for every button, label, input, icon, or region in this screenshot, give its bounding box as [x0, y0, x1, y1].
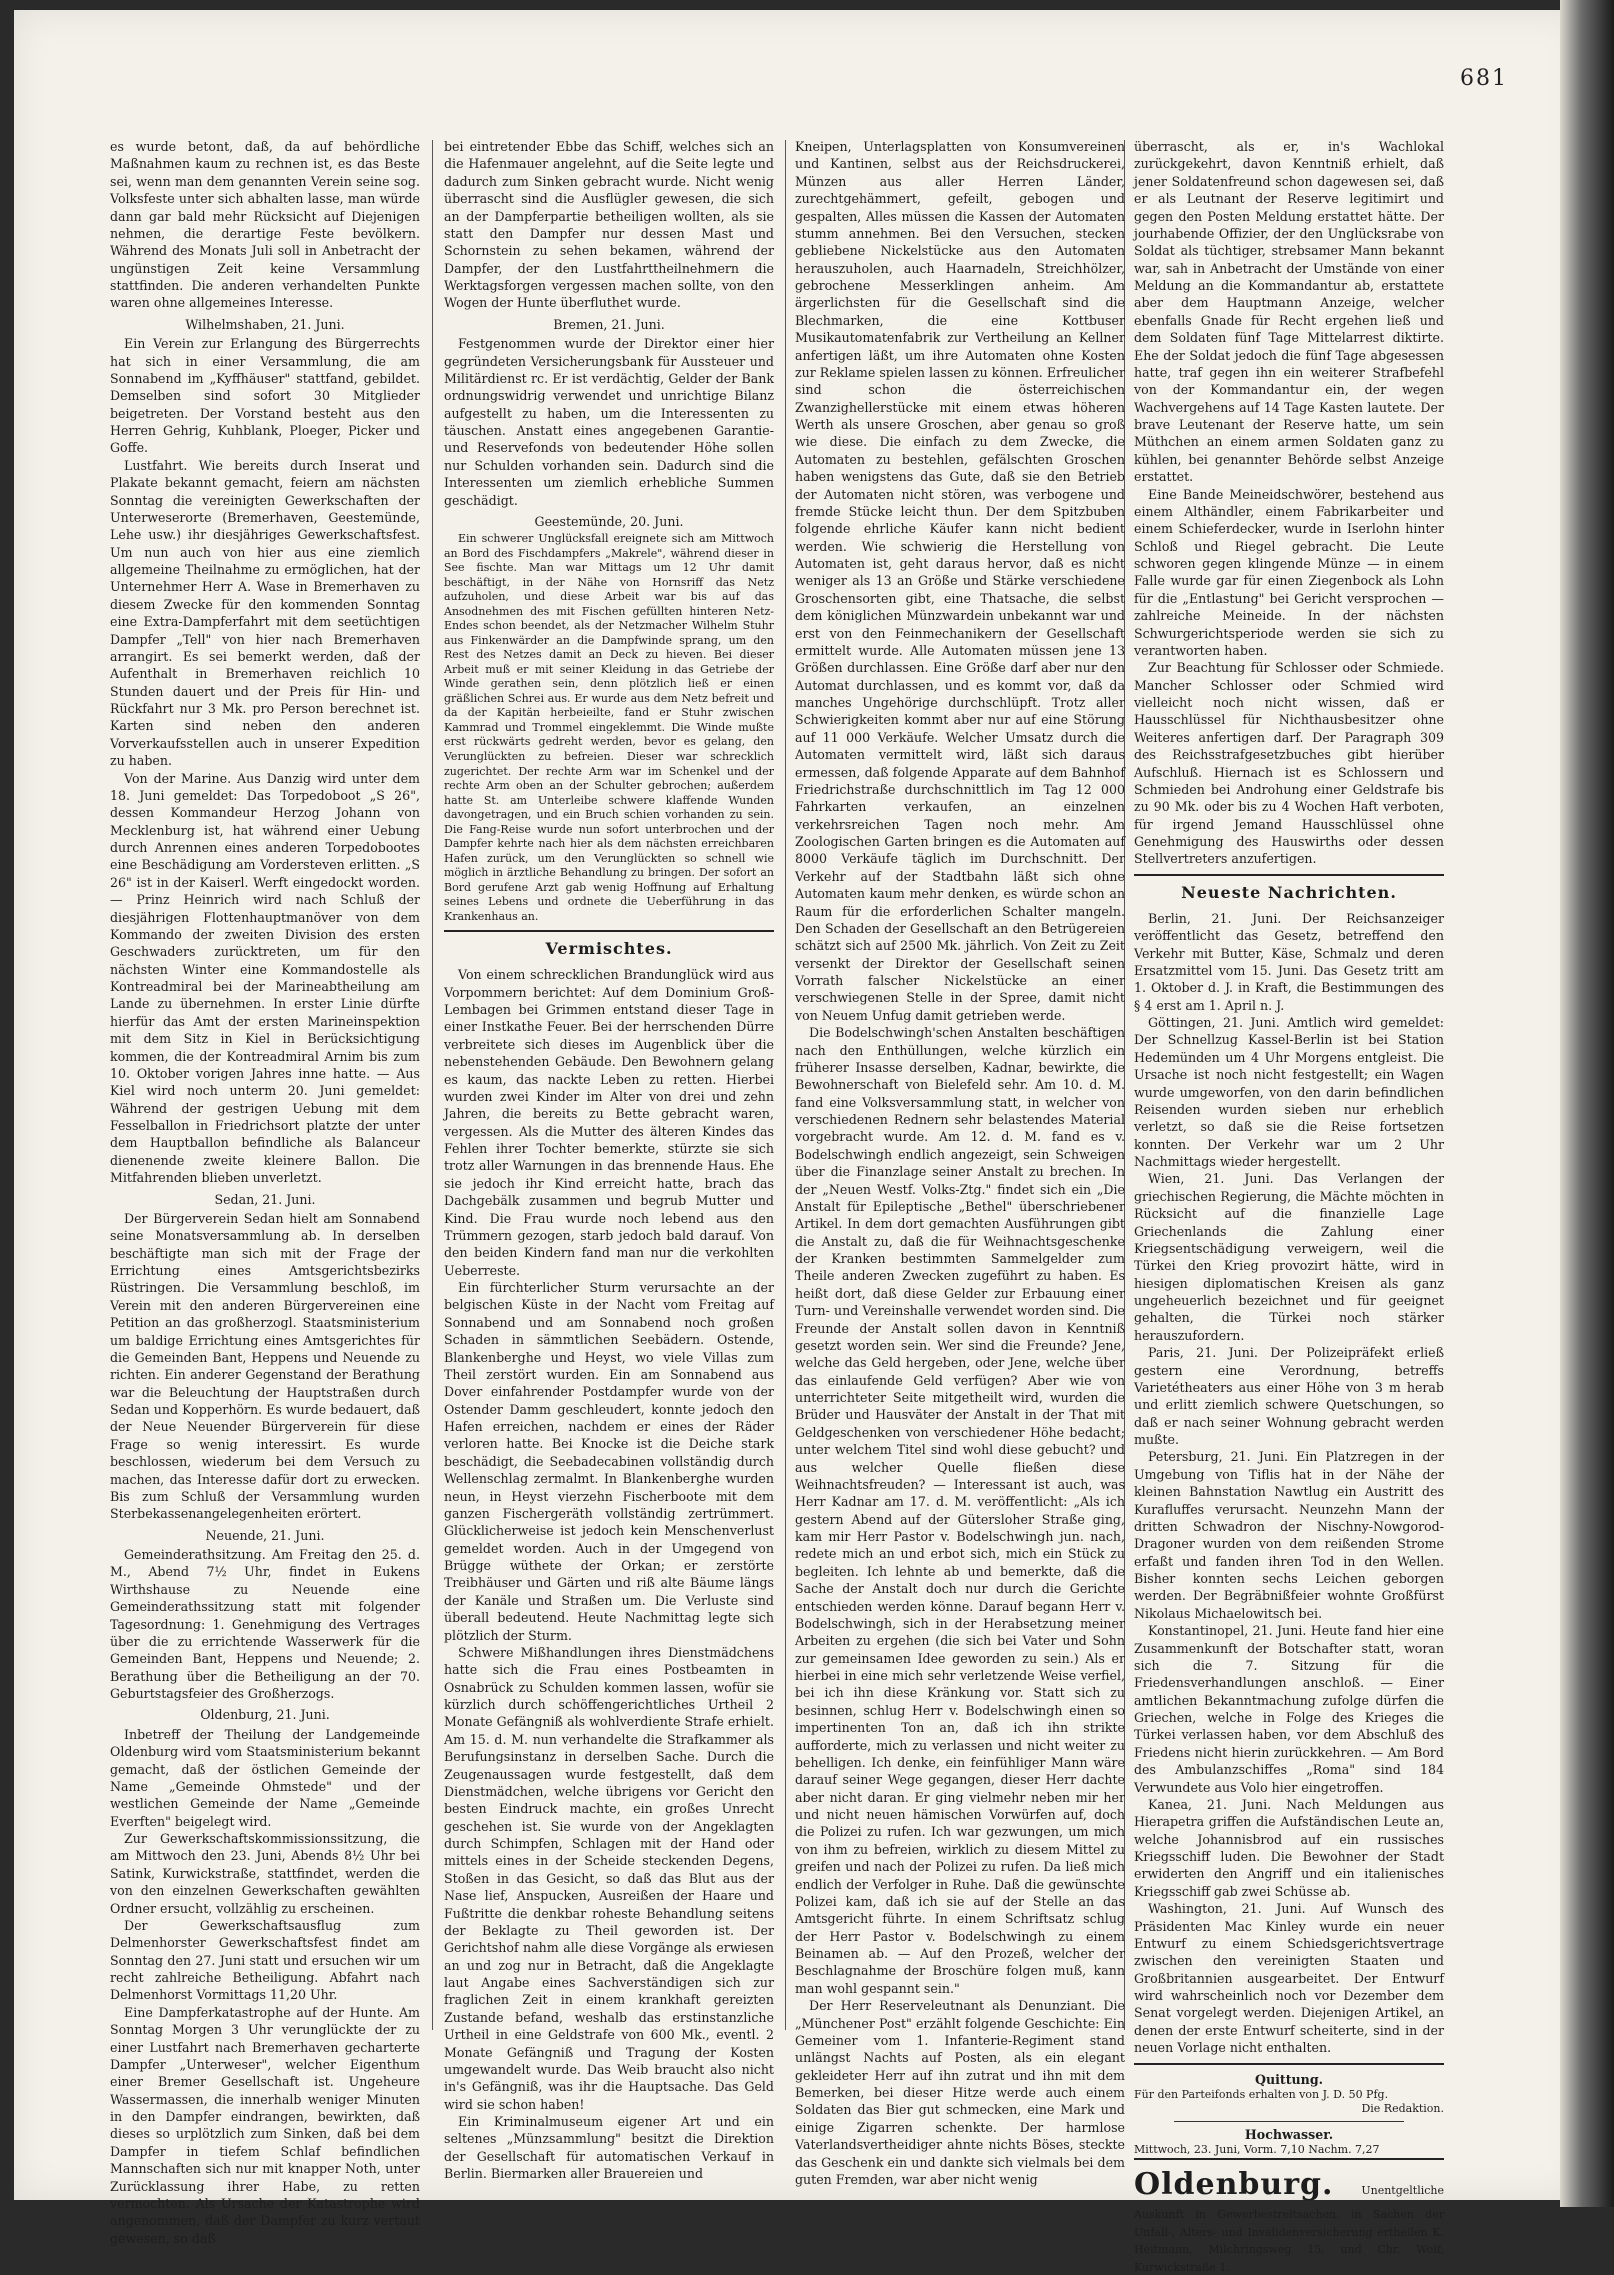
dateline: Oldenburg, 21. Juni. — [200, 1707, 330, 1723]
dateline: Sedan, 21. Juni. — [214, 1191, 316, 1207]
dateline: Bremen, 21. Juni. — [553, 316, 665, 332]
article-text: Paris, 21. Juni. Der Polizeipräfekt erließ gestern eine Verordnung, betreffs Varietétheaters aus einer Höhe von 3 m herab und erlitt ziemlich schwere Quetschungen, so daß er nach seiner Wohnung gebracht werden mußte. — [1134, 1345, 1444, 1448]
column-2 — [444, 138, 774, 2183]
hochwasser-text: Mittwoch, 23. Juni, Vorm. 7,10 Nachm. 7,27 — [1134, 2143, 1380, 2157]
column-3 — [795, 138, 1125, 2188]
article-text: Der Gewerkschaftsausflug zum Delmenhorster Gewerkschaftsfest findet am Sonntag den 27. Juni statt und ersuchen wir um recht zahlreiche Betheiligung. Abfahrt nach Delmenhorst Vormittags 11,20 Uhr. — [110, 1917, 420, 2003]
article-text: überrascht, als er, in's Wachlokal zurückgekehrt, davon Kenntniß erhielt, daß jener Soldatenfreund schon dagewesen sei, daß er als Leutnant der Reserve legitimirt und gegen den Posten Meldung erstattet hätte. Der jourhabende Offizier, der den Unglücksrabe von Soldat als tüchtiger, strebsamer Mann bekannt war, sah in Anbetracht der Umstände von einer Meldung an die Kommandantur ab, erstattete aber dem Hauptmann Anzeige, welcher ebenfalls Gnade für Recht ergehen ließ und dem Soldaten fünf Tage Mittelarrest diktirte. Ehe der Soldat jedoch die fünf Tage abgesessen hatte, traf gegen ihn ein weiterer Strafbefehl von der Kommandantur ein, der wegen Wachvergehens auf 14 Tage Kasten lautete. Der brave Leutenant der Reserve hatte, um sein Müthchen an einem armen Soldaten ganz zu kühlen, bei genannter Behörde selbst Anzeige erstattet. — [1134, 139, 1444, 485]
section-heading: Vermischtes. — [545, 939, 673, 959]
article-text: Kneipen, Unterlagsplatten von Konsumvereinen und Kantinen, selbst aus der Reichsdruckerei, Münzen aus aller Herren Länder, zurechtgehämmert, gefeilt, gebogen und gespalten, Alles müssen die Kassen der Automaten stumm annehmen. Bei den Versuchen, stecken gebliebene Nickelstücke aus den Automaten herauszuholen, auch Haarnadeln, Streichhölzer, gebrochene Messerklingen anheim. Am ärgerlichsten für die Gesellschaft sind die Blechmarken, die eine Kottbuser Musikautomatenfabrik zur Vertheilung an Kellner anfertigen läßt, um ihre Automaten ohne Kosten zur Reklame spielen lassen zu können. Erfreulicher sind schon die österreichischen Zwanzighellerstücke mit einem etwas höheren Werth als unsere Groschen, aber genau so groß wie diese. Die einfach zu dem Zwecke, die Automaten zu bestehlen, gefälschten Groschen haben wenigstens das Gute, daß sie den Betrieb der Automaten nicht stören, was verbogene und fremde Stücke leicht thun. Der dem Spitzbuben folgende ehrliche Käufer kann nicht bedient werden. Wie schwierig die Herstellung von Automaten ist, geht daraus hervor, daß es nicht weniger als 13 an Größe und Stärke verschiedene Groschensorten gibt, eine Thatsache, die selbst dem königlichen Münzwardein unbekannt war und erst von den Feinmechanikern der Gesellschaft ermittelt wurde. Alle Automaten müssen jene 13 Größen durchlassen. Eine Größe darf aber nur den Automat durchlassen, und es kommt vor, daß da manches Ungehörige durchschlüpft. Trotz aller Schwierigkeiten kommt aber nur auf eine Störung auf 11 000 Verkäufe. Welcher Umsatz durch die Automaten vermittelt wird, läßt sich daraus ermessen, daß folgende Apparate auf dem Bahnhof Friedrichstraße durchschnittlich im Tag 12 000 Fahrkarten verkaufen, an einzelnen verkehrsreichen Tagen noch mehr. Am Zoologischen Garten bringen es die Automaten auf 8000 Verkäufe täglich im Durchschnitt. Der Verkehr auf der Stadtbahn läßt sich ohne Automaten kaum mehr denken, es würde schon an Raum für die erforderlichen Schalter mangeln. Den Schaden der Gesellschaft an den Betrügereien schätzt sich auf 2500 Mk. jährlich. Von Zeit zu Zeit versenkt der Direktor der Gesellschaft seinen Vorrath falscher Nickelstücke an einer verschwiegenen Stelle in der Spree, damit nicht von Neuem Unfug damit getrieben werde. — [795, 139, 1125, 1023]
article-text: Zur Beachtung für Schlosser oder Schmiede. Mancher Schlosser oder Schmied wird vielleicht noch nicht wissen, daß er Hausschlüssel für Nichthausbesitzer ohne Weiteres anfertigen darf. Der Paragraph 309 des Reichsstrafgesetzbuches gibt hierüber Aufschluß. Hiernach ist es Schlossern und Schmieden bei Androhung einer Geldstrafe bis zu 90 Mk. oder bis zu 4 Wochen Haft verboten, für irgend Jemand Hausschlüssel ohne Genehmigung des Hauswirths oder dessen Stellvertreters anzufertigen. — [1134, 660, 1444, 867]
section-heading: Neueste Nachrichten. — [1181, 882, 1397, 902]
column-4 — [1134, 138, 1444, 2275]
divider — [1174, 2121, 1404, 2122]
article-text: Die Bodelschwingh'schen Anstalten beschäftigen nach den Enthüllungen, welche kürzlich ein früherer Insasse derselben, Kadnar, bewirkte, die Bewohnerschaft von Bielefeld sehr. Am 10. d. M. fand eine Volksversammlung statt, in welcher von verschiedenen Rednern sehr belastendes Material vorgebracht wurde. Am 12. d. M. fand es v. Bodelschwingh endlich angezeigt, sein Schweigen über die Finanzlage seiner Anstalt zu brechen. In der „Neuen Westf. Volks-Ztg." findet sich ein „Die Anstalt für Epileptische „Bethel" überschriebener Artikel. In dem dort gemachten Ausführungen gibt die Anstalt zu, daß die für Weihnachtsgeschenke der Kranken bestimmten Sammelgelder zum Theile anderen Zwecken zugeführt zu haben. Es heißt dort, daß diese Gelder zur Erbauung einer Turn- und Vereinshalle verwendet worden sind. Die Freunde der Anstalt sollen davon in Kenntniß gesetzt worden sein. Wer sind die Freunde? Jene, welche das Geld hergeben, oder Jene, welche über das einlaufende Geld verfügen? Aber wie von unterrichteter Seite mitgetheilt wird, wurden die Brüder und Hausväter der Anstalt in der That mit Geldgeschenken von verschiedener Höhe bedacht; unter welchem Titel sind wohl diese gebucht? und aus welcher Quelle fließen diese Weihnachtsfreuden? — Interessant ist auch, was Herr Kadnar am 17. d. M. veröffentlicht: „Als ich gestern Abend auf der Gütersloher Straße ging, kam mir Herr Pastor v. Bodelschwingh jun. nach, redete mich an und erbot sich, mich ein Stück zu begleiten. Ich lehnte ab und bemerkte, daß die Sache der Anstalt doch nur durch die Gerichte entschieden werden könne. Darauf begann Herr v. Bodelschwingh, sich in der Herabsetzung meiner Arbeiten zu ergehen (die sich bei Vater und Sohn zur gemeinsamen Idee geworden zu sein.) Als er hierbei in eine mich sehr verletzende Weise verfiel, bei ich ihn diese Kränkung vor. Statt sich zu besinnen, schlug Herr v. Bodelschwingh einen so impertinenten Ton an, daß ich ihn strikte aufforderte, mich zu verlassen und nicht weiter zu behelligen. Ich denke, ein feinfühliger Mann wäre darauf seiner Wege gegangen, dieser Herr dachte aber nicht daran. Er ging vielmehr neben mir her und nicht neuen hämischen Vorwürfen auf, doch die Polizei zu rufen. Ich war gezwungen, um mich von ihm zu befreien, wirklich zu diesem Mittel zu greifen und nach der Polizei zu rufen. Da ließ mich endlich der Verfolger in Ruhe. Daß die gewünschte Polizei kam, daß ich sie auf der Stelle an das Amtsgericht führte. In einem Schriftsatz schlug der Herr Pastor v. Bodelschwingh zu einem Beinamen ab. — Auf den Prozeß, welcher der Beschlagnahme der Broschüre folgen muß, kann man wohl gespannt sein." — [795, 1025, 1125, 1996]
article-text: Von einem schrecklichen Brandunglück wird aus Vorpommern berichtet: Auf dem Dominium Groß-Lembagen bei Grimmen entstand dieser Tage in einer Instkathe Feuer. Bei der herrschenden Dürre verbreitete sich dieses im Augenblick über die nebenstehenden Gebäude. Den Bewohnern gelang es kaum, das nackte Leben zu retten. Hierbei wurden zwei Kinder im Alter von drei und zehn Jahren, die bereits zu Bette gebracht waren, vergessen. Als die Mutter des älteren Kindes das Fehlen ihrer Tochter bemerkte, stürzte sie sich trotz aller Warnungen in das brennende Haus. Ehe sie jedoch ihr Kind erreicht hatte, brach das Dachgebälk zusammen und begrub Mutter und Kind. Die Frau wurde noch lebend aus den Trümmern gezogen, starb jedoch bald darauf. Von den beiden Kindern fand man nur die verkohlten Ueberreste. — [444, 967, 774, 1278]
article-text: Festgenommen wurde der Direktor einer hier gegründeten Versicherungsbank für Aussteuer und Militärdienst rc. Er ist verdächtig, Gelder der Bank ordnungswidrig verwendet und unrichtige Bilanz aufgestellt zu haben, um die Interessenten zu täuschen. Anstatt eines angegebenen Garantie- und Reservefonds von bedeutender Höhe sollen nur Schulden vorhanden sein. Dadurch sind die Interessenten um ziemlich erhebliche Summen geschädigt. — [444, 336, 774, 508]
article-text: Von der Marine. Aus Danzig wird unter dem 18. Juni gemeldet: Das Torpedoboot „S 26", dessen Kommandeur Herzog Johann von Mecklenburg ist, hat während einer Uebung durch Anrennen eines anderen Torpedobootes eine Beschädigung am Vordersteven erlitten. „S 26" ist in der Kaiserl. Werft eingedockt worden. — Prinz Heinrich wird nach Schluß der diesjährigen Flottenhauptmanöver von dem Kommando der zweiten Division des ersten Geschwaders zurücktreten, um für den nächsten Winter eine Kommandostelle als Kontreadmiral bei der Marineabtheilung am Lande zu übernehmen. In erster Linie dürfte hierfür das Amt der ersten Marineinspektion mit dem Sitz in Kiel in Berücksichtigung kommen, die der Kontreadmiral Arnim bis zum 10. Oktober vorigen Jahres inne hatte. — Aus Kiel wird noch unterm 20. Juni gemeldet: Während der gestrigen Uebung mit dem Fesselballon in Friedrichsort platzte der unter dem Hauptballon befindliche als Balanceur dienenende zweite kleinere Ballon. Die Mitfahrenden blieben unverletzt. — [110, 770, 420, 1186]
column-divider — [785, 140, 786, 2030]
article-text: Washington, 21. Juni. Auf Wunsch des Präsidenten Mac Kinley wurde ein neuer Entwurf zu einem Schiedsgerichtsvertrage zwischen den vereinigten Staaten und Großbritannien ausgearbeitet. Der Entwurf wird wahrscheinlich noch vor Dezember dem Senat vorgelegt werden. Diejenigen Artikel, an denen der erste Entwurf scheiterte, sind in der neuen Vorlage nicht enthalten. — [1134, 1901, 1444, 2056]
dateline: Geestemünde, 20. Juni. — [534, 513, 684, 529]
section-rule — [1134, 2063, 1444, 2065]
ad-text: Unentgeltliche Auskunft in Gewerbestreitsachen, in Sachen der Unfall-, Alters- und Invalidenversicherung ertheilen K. Heitmann, Milchringsweg 15, und Chr. Wolf, Kurwickstraße 1. — [1134, 2183, 1444, 2274]
article-text: Zur Gewerkschaftskommissionssitzung, die am Mittwoch den 23. Juni, Abends 8½ Uhr bei Satink, Kurwickstraße, stattfindet, werden die von den einzelnen Gewerkschaften gewählten Ordner ersucht, vollzählig zu erscheinen. — [110, 1831, 420, 1916]
page-edge-shadow — [1560, 0, 1614, 2207]
article-text: Kanea, 21. Juni. Nach Meldungen aus Hierapetra griffen die Aufständischen Leute an, welche Johannisbrod auf ein russisches Kriegsschiff luden. Die Bewohner der Stadt erwiderten den Angriff und ein italienisches Kriegsschiff gab zwei Schüsse ab. — [1134, 1796, 1444, 1899]
article-text: es wurde betont, daß, da auf behördliche Maßnahmen kaum zu rechnen ist, es das Beste sei, wenn man dem genannten Verein seine sog. Volksfeste unter sich abhalten lasse, man würde dann gar bald mehr Rücksicht auf Diejenigen nehmen, die derartige Feste bevölkern. Während des Monats Juli soll in Anbetracht der ungünstigen Zeit keine Versammlung stattfinden. Die anderen verhandelten Punkte waren ohne allgemeines Interesse. — [110, 139, 420, 311]
article-text: Gemeinderathsitzung. Am Freitag den 25. d. M., Abend 7½ Uhr, findet in Eukens Wirthshause zu Neuende eine Gemeinderathssitzung statt mit folgender Tagesordnung: 1. Genehmigung des Vertrages über die zu errichtende Wasserwerk für die Gemeinden Bant, Heppens und Neuende; 2. Berathung über die Betheiligung an der 70. Geburtstagsfeier des Großherzogs. — [110, 1547, 420, 1701]
article-text: Petersburg, 21. Juni. Ein Platzregen in der Umgebung von Tiflis hat in der Nähe der kleinen Bahnstation Nawtlug ein Austritt des Kurafluffes verursacht. Neunzehn Mann der dritten Schwadron der Nischny-Nowgorod-Dragoner wurden von dem reißenden Strome erfaßt und fanden ihren Tod in den Wellen. Bisher konnten sechs Leichen geborgen werden. Der Begräbnißfeier wohnte Großfürst Nikolaus Michaelowitsch bei. — [1134, 1449, 1444, 1621]
article-text: Ein Verein zur Erlangung des Bürgerrechts hat sich in einer Versammlung, die am Sonnabend im „Kyffhäuser" stattfand, gebildet. Demselben sind sofort 30 Mitglieder beigetreten. Der Vorstand besteht aus den Herren Gehrig, Kuhblank, Ploeger, Picker und Goffe. — [110, 336, 420, 456]
article-text: Der Herr Reserveleutnant als Denunziant. Die „Münchener Post" erzählt folgende Geschichte: Ein Gemeiner vom 1. Infanterie-Regiment stand unlängst Nachts auf Posten, als ein elegant gekleideter Herr auf ihn zutrat und ihn mit dem Bemerken, bei dieser Hitze werde auch einem Soldaten das Bier gut schmecken, eine Mark und einige Zigarren schenkte. Der harmlose Vaterlandsvertheidiger ahnte nichts Böses, steckte das Geschenk ein und dankte sich vielmals bei dem guten Fremden, war aber nicht wenig — [795, 1998, 1125, 2187]
article-text: Göttingen, 21. Juni. Amtlich wird gemeldet: Der Schnellzug Kassel-Berlin ist bei Station Hedemünden um 4 Uhr Morgens entgleist. Die Ursache ist noch nicht festgestellt; ein Wagen wurde umgeworfen, von den darin befindlichen Reisenden wurden sieben nur erheblich verletzt, so daß sie die Reise fortsetzen konnten. Der Verkehr war um 2 Uhr Nachmittags wieder hergestellt. — [1134, 1015, 1444, 1170]
article-text: Schwere Mißhandlungen ihres Dienstmädchens hatte sich die Frau eines Postbeamten in Osnabrück zu Schulden kommen lassen, wofür sie kürzlich durch schöffengerichtliches Urtheil 2 Monate Gefängniß als wohlverdiente Strafe erhielt. Am 15. d. M. nun verhandelte die Strafkammer als Berufungsinstanz in derselben Sache. Durch die Zeugenaussagen wurde festgestellt, daß dem Dienstmädchen, welche übrigens vor Gericht den besten Eindruck machte, ein großes Unrecht geschehen ist. Sie wurde von der Angeklagten durch Schimpfen, Schlagen mit der Hand oder mittels eines in der Scheide steckenden Degens, Stoßen in das Gesicht, so daß das Blut aus der Nase lief, Anspucken, Ausreißen der Haare und Fußtritte die denkbar roheste Behandlung seitens der Beklagte zu Theil geworden ist. Der Gerichtshof nahm alle diese Vorgänge als erwiesen an und zog nur in Betracht, daß die Angeklagte laut Angabe eines Sachverständigen sich zur fraglichen Zeit in einem krankhaft gereizten Zustande befand, weshalb das erstinstanzliche Urtheil in eine Geldstrafe von 600 Mk., eventl. 2 Monate Gefängniß und Tragung der Kosten umgewandelt wurde. Das Weib braucht also nicht in's Gefängniß, was ihr die Hauptsache. Das Geld wird sie schon haben! — [444, 1644, 774, 2112]
column-divider — [432, 140, 433, 2030]
article-text: Inbetreff der Theilung der Landgemeinde Oldenburg wird vom Staatsministerium bekannt gemacht, daß der östlichen Gemeinde der Name „Gemeinde Ohmstede" und der westlichen Gemeinde der Name „Gemeinde Everften" beigelegt wird. — [110, 1726, 420, 1829]
article-text: Ein Kriminalmuseum eigener Art und ein seltenes „Münzsammlung" besitzt die Direktion der Gesellschaft für automatischen Verkauf in Berlin. Biermarken aller Brauereien und — [444, 2114, 774, 2182]
quittung-title: Quittung. — [1254, 2071, 1324, 2087]
section-rule — [444, 930, 774, 932]
article-text: Ein fürchterlicher Sturm verursachte an der belgischen Küste in der Nacht vom Freitag auf Sonnabend und am Sonnabend noch großen Schaden in sämmtlichen Seebädern. Ostende, Blankenberghe und Heyst, wo viele Villas zum Theil zerstört wurden. Ein am Sonnabend aus Dover einfahrender Postdampfer wurde von der Ostender Damm geschleudert, konnte jedoch den Hafen erreichen, nachdem er eines der Räder verloren hatte. Bei Knocke ist die Deiche stark beschädigt, die Seebadecabinen vollständig durch Wellenschlag zermalmt. In Blankenberghe wurden neun, in Heyst vierzehn Fischerboote mit dem ganzen Fischergeräth vollständig zertrümmert. Glücklicherweise ist jedoch kein Menschenverlust gemeldet worden. Auch in der Umgegend von Brügge wüthete der Orkan; er zerstörte Treibhäuser und Gärten und riß alte Bäume längs der Kanäle und Straßen um. Die Verluste sind überall bedeutend. Heute Nachmittag legte sich plötzlich der Sturm. — [444, 1280, 774, 1643]
section-rule — [1134, 874, 1444, 876]
article-text: Eine Dampferkatastrophe auf der Hunte. Am Sonntag Morgen 3 Uhr verunglückte der zu einer Lustfahrt nach Bremerhaven gecharterte Dampfer „Unterweser", welcher Eigenthum einer Bremer Gesellschaft ist. Ungeheure Wassermassen, die innerhalb weniger Minuten in den Dampfer eindrangen, bewirkten, daß dieses so urplötzlich zum Sinken, daß bei dem Dampfer in tiefem Schlaf befindlichen Mannschaften sich nur mit knapper Noth, unter Zurücklassung ihrer Habe, zu retten vermochten. Als Ursache der Katastrophe wird angenommen, daß der Dampfer zu kurz vertaut gewesen, so daß — [110, 2004, 420, 2246]
article-text: Berlin, 21. Juni. Der Reichsanzeiger veröffentlicht das Gesetz, betreffend den Verkehr mit Butter, Käse, Schmalz und deren Ersatzmittel vom 15. Juni. Das Gesetz tritt am 1. Oktober d. J. in Kraft, die Bestimmungen des § 4 erst am 1. April n. J. — [1134, 910, 1444, 1013]
article-text: Eine Bande Meineidschwörer, bestehend aus einem Althändler, einem Fabrikarbeiter und einem Schieferdecker, wurde in Iserlohn hinter Schloß und Riegel gebracht. Die Leute schworen gegen klingende Münze — in einem Falle wurde gar für einen Ziegenbock als Lohn für die „Entlastung" bei Gericht versprochen — zahlreiche Meineide. In der nächsten Schwurgerichtsperiode werden sie sich zu verantworten haben. — [1134, 486, 1444, 658]
column-1 — [110, 138, 420, 2247]
dateline: Neuende, 21. Juni. — [205, 1527, 325, 1543]
advertisement — [1134, 2158, 1444, 2275]
article-text: Konstantinopel, 21. Juni. Heute fand hier eine Zusammenkunft der Botschafter statt, woran sich die 7. Sitzung für die Friedensverhandlungen anschloß. — Einer amtlichen Bekanntmachung zufolge dürfen die Griechen, welche in Folge des Krieges die Türkei verlassen haben, vor dem Abschluß des Friedens nicht hierin zurückkehren. — Am Bord des Ambulanzschiffes „Roma" sind 184 Verwundete aus Volo hier eingetroffen. — [1134, 1623, 1444, 1795]
article-text: Wien, 21. Juni. Das Verlangen der griechischen Regierung, die Mächte möchten in Rücksicht auf die finanzielle Lage Griechenlands die Zahlung einer Kriegsentschädigung verweigern, weil die Türkei den Krieg provozirt hätte, wird in hiesigen diplomatischen Kreisen als ganz ungeheuerlich bezeichnet und für geeignet gehalten, die Türkei noch stärker herauszufordern. — [1134, 1171, 1444, 1343]
hochwasser-title: Hochwasser. — [1244, 2126, 1334, 2142]
quittung-signature: Die Redaktion. — [1361, 2102, 1444, 2116]
article-text: Ein schwerer Unglücksfall ereignete sich am Mittwoch an Bord des Fischdampfers „Makrele", während dieser in See fischte. Man war Mittags um 12 Uhr damit beschäftigt, in der Nähe von Hornsriff das Netz aufzuholen, und diese Arbeit war bis auf das Ansodnehmen des mit Fischen gefüllten hinteren Netz-Endes schon beendet, als der Netzmacher Wilhelm Stuhr aus Finkenwärder an die Dampfwinde sprang, um den Rest des Netzes damit an Deck zu hieven. Bei dieser Arbeit muß er mit seiner Kleidung in das Getriebe der Winde gerathen sein, denn plötzlich ließ er einen gräßlichen Schrei aus. Er wurde aus dem Netz befreit und da der Kapitän herbeieilte, fand er Stuhr zwischen Kammrad und Trommel eingeklemmt. Die Winde mußte erst rückwärts gedreht werden, bevor es gelang, den Verunglückten zu befreien. Dieser war schrecklich zugerichtet. Der rechte Arm war im Schenkel und der rechte Arm oben an der Schulter gebrochen; außerdem hatte St. am Unterleibe schwere klaffende Wunden davongetragen, und ein Bruch schien vorhanden zu sein. Die Fang-Reise wurde nun sofort unterbrochen und der Dampfer kehrte nach hier als dem nächsten erreichbaren Hafen zurück, um den Verunglückten so schnell wie möglich in ärztliche Behandlung zu bringen. Der sofort an Bord gerufene Arzt gab wenig Hoffnung auf Erhaltung seines Lebens und ordnete die Ueberführung in das Krankenhaus an. — [444, 532, 774, 923]
article-text: Lustfahrt. Wie bereits durch Inserat und Plakate bekannt gemacht, feiern am nächsten Sonntag die vereinigten Gewerkschaften der Unterweserorte (Bremerhaven, Geestemünde, Lehe usw.) ihr diesjähriges Gewerkschaftsfest. Um nun auch von hier aus eine ziemlich allgemeine Theilnahme zu ermöglichen, hat der Unternehmer Herr A. Wase in Bremerhaven zu diesem Zwecke für den kommenden Sonntag eine Extra-Dampferfahrt mit dem seetüchtigen Dampfer „Tell" von hier nach Bremerhaven arrangirt. Es sei bemerkt werden, daß der Aufenthalt in Bremerhaven reichlich 10 Stunden dauert und der Preis für Hin- und Rückfahrt nur 3 Mk. pro Person berechnet ist. Karten sind neben den anderen Vorverkaufsstellen auch in unserer Expedition zu haben. — [110, 457, 420, 769]
ad-city: Oldenburg. — [1134, 2166, 1334, 2202]
dateline: Wilhelmshaben, 21. Juni. — [185, 316, 345, 332]
quittung-text: Für den Parteifonds erhalten von J. D. 50 Pfg. — [1134, 2087, 1389, 2101]
article-text: bei eintretender Ebbe das Schiff, welches sich an die Hafenmauer angelehnt, auf die Seite legte und dadurch zum Sinken gebracht wurde. Nicht wenig überrascht sind die Ausflügler gewesen, die sich an der Dampferpartie betheiligen wollten, als sie statt den Dampfer nur dessen Mast und Schornstein zu sehen bekamen, während der Dampfer, der den Lustfahrttheilnehmern die Werktagsforgen vergessen machen sollte, von den Wogen der Hunte überfluthet wurde. — [444, 139, 774, 311]
page-number: 681 — [1460, 66, 1508, 91]
article-text: Der Bürgerverein Sedan hielt am Sonnabend seine Monatsversammlung ab. In derselben beschäftigte man sich mit der Frage der Errichtung eines Amtsgerichtsbezirks Rüstringen. Die Versammlung beschloß, im Verein mit den anderen Bürgervereinen eine Petition an das großherzogl. Staatsministerium um baldige Errichtung eines Amtsgerichtes für die Gemeinden Bant, Heppens und Neuende zu richten. Ein anderer Gegenstand der Berathung war die Beleuchtung der Hauptstraßen durch Sedan und Kopperhörn. Es wurde bedauert, daß der Neue Neuender Bürgerverein für diese Frage so wenig interessirt. Es wurde beschlossen, wiederum bei dem Versuch zu machen, das Interesse dafür dort zu erwecken. Bis zum Schluß der Versammlung wurden Sterbekassenangelegenheiten erörtert. — [110, 1210, 420, 1522]
